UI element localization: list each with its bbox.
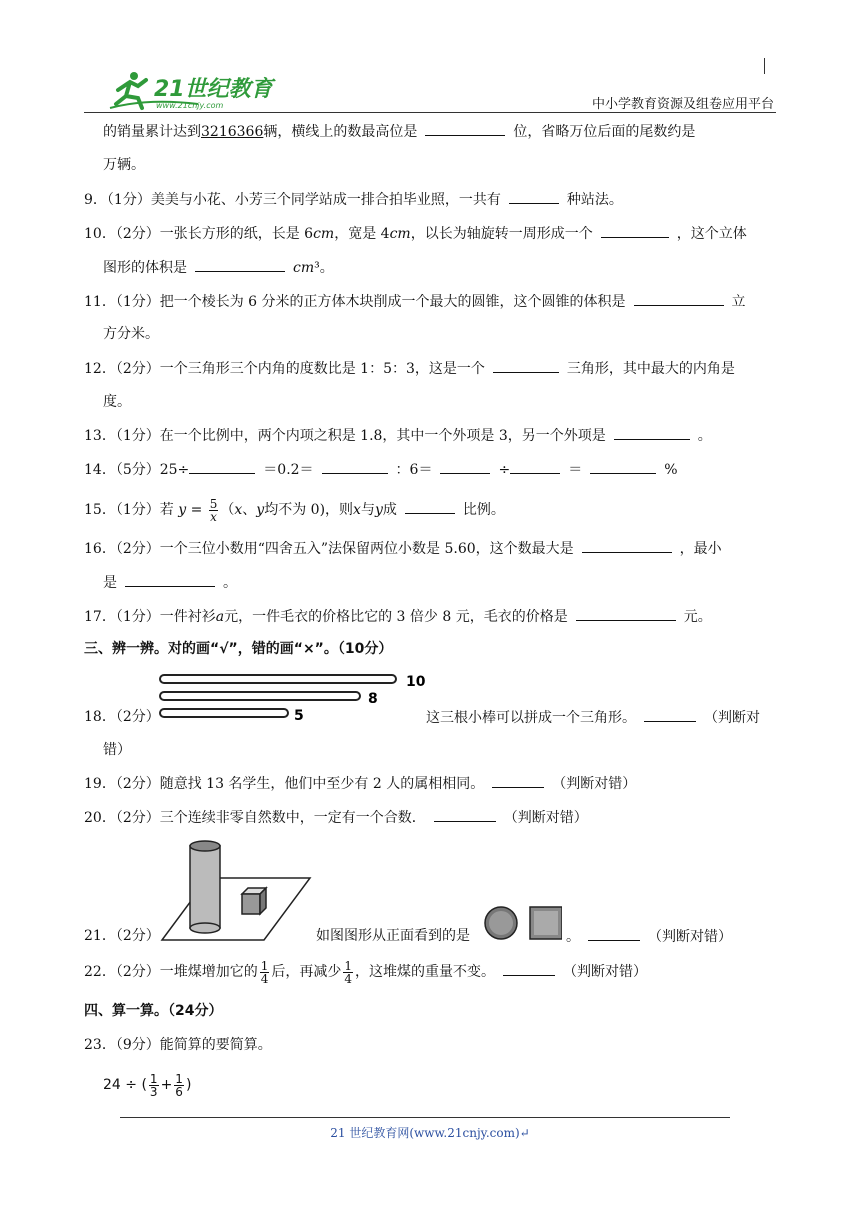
q9 [84, 189, 623, 210]
footer-rule [120, 1117, 730, 1118]
q15-text-g: 比例。 [462, 502, 505, 518]
q10-unit1: cm [313, 226, 335, 242]
q14-blank-4[interactable] [510, 459, 560, 474]
q13-blank[interactable] [614, 425, 690, 440]
circle-shape-inner [489, 911, 513, 935]
q8-line2 [103, 155, 145, 175]
q12-text-c: 度。 [103, 394, 131, 410]
section-3-title: 三、辨一辨。对的画“√”，错的画“×”。（10分） [84, 641, 393, 657]
q19-text: 19．（2分）随意找 13 名学生，他们中至少有 2 人的属相相同。 [84, 776, 485, 792]
q8-text-a: 的销量累计达到 [103, 124, 201, 140]
q19-text-b: （判断对错） [552, 776, 637, 792]
q20-blank[interactable] [434, 807, 496, 822]
q21-text-b: 如图图形从正面看到的是 [316, 928, 470, 944]
q15-text-c: 、 [242, 502, 257, 518]
q12-blank[interactable] [493, 358, 559, 373]
q20-text-b: （判断对错） [503, 810, 588, 826]
q21-label: 21．（2分） [84, 928, 160, 944]
q18-sticks-figure [158, 670, 428, 722]
q21-blank[interactable] [588, 926, 640, 941]
q21-tail [566, 926, 732, 947]
q15-text-b: （ [220, 502, 235, 518]
q16-text: 16．（2分）一个三位小数用“四舍五入”法保留两位小数是 5.60，这个数最大是 [84, 541, 574, 557]
q8-blank-1[interactable] [425, 121, 505, 136]
cylinder-top [190, 841, 220, 851]
q23-numerator-2: 1 [175, 1071, 183, 1086]
q22-denominator-1: 4 [260, 971, 269, 986]
q23-expr-b: ) [185, 1077, 192, 1093]
q8-line1 [103, 121, 695, 142]
q17-blank[interactable] [576, 606, 676, 621]
q23-plus: + [160, 1077, 173, 1093]
q10-unit2: cm [389, 226, 411, 242]
q10-text-c: ，以长为轴旋转一周形成一个 [410, 226, 593, 242]
q8-text-d: 万辆。 [103, 157, 145, 173]
q21-front-view-shapes [484, 904, 562, 942]
q23-fraction-2 [174, 1073, 184, 1098]
q14-text-d: ÷ [498, 462, 511, 478]
q23-fraction-1 [149, 1073, 159, 1098]
q10-line1 [84, 223, 747, 244]
square-shape-inner [534, 911, 558, 935]
q10-unit3: cm [293, 260, 315, 276]
stick-8-label: 8 [368, 691, 378, 707]
q14-blank-3[interactable] [440, 459, 490, 474]
q10-blank-1[interactable] [601, 223, 669, 238]
header-rule [84, 112, 776, 113]
stick-8 [160, 692, 360, 700]
q15-numerator: 5 [209, 496, 218, 511]
q15-fraction [209, 498, 219, 523]
q14 [84, 459, 678, 480]
q18-label: 18．（2分） [84, 709, 160, 725]
q9-text-b: 种站法。 [566, 192, 623, 208]
q22-text-a: 22．（2分）一堆煤增加它的 [84, 964, 258, 980]
q21-statement [316, 926, 470, 946]
q18-statement [426, 707, 760, 728]
q18-line2: 错） [103, 742, 131, 758]
stick-10-label: 10 [406, 674, 426, 690]
cylinder-body [190, 846, 220, 928]
q18-text-c: （判断对 [704, 710, 760, 726]
q12-line1 [84, 358, 735, 379]
logo [108, 68, 278, 112]
q20-text: 20．（2分）三个连续非零自然数中，一定有一个合数． [84, 810, 426, 826]
q9-text: 9．（1分）美美与小花、小芳三个同学站成一排合拍毕业照，一共有 [84, 192, 501, 208]
stick-5-label: 5 [294, 708, 304, 722]
q14-blank-5[interactable] [590, 459, 656, 474]
q16-text-c: 是 [103, 575, 117, 591]
q10-text-f: ³。 [314, 260, 334, 276]
q22-numerator-1: 1 [260, 958, 269, 973]
q8-text-c: 位，省略万位后面的尾数约是 [513, 124, 696, 140]
q17-text-b: 元，一件毛衣的价格比它的 3 倍少 8 元，毛衣的价格是 [224, 609, 568, 625]
q18-text-b: 这三根小棒可以拼成一个三角形。 [426, 710, 636, 726]
stick-5 [160, 709, 288, 717]
base-plane [162, 878, 310, 940]
platform-name: 中小学教育资源及组卷应用平台 [591, 97, 774, 112]
q9-blank[interactable] [509, 189, 559, 204]
header-tick [764, 58, 765, 74]
q17-text-a: 17．（1分）一件衬衫 [84, 609, 216, 625]
q12-line2 [103, 392, 131, 412]
q14-text-f: % [664, 462, 678, 478]
q21-text-c: 。 [566, 929, 580, 945]
q11-blank[interactable] [634, 291, 724, 306]
q14-text-b: ＝0.2＝ [263, 462, 314, 478]
q8-text-b: 辆，横线上的数最高位是 [263, 124, 418, 140]
q12-text: 12．（2分）一个三角形三个内角的度数比是 1：5：3，这是一个 [84, 361, 485, 377]
q10-blank-2[interactable] [195, 257, 285, 272]
q21-solids-figure [160, 838, 316, 946]
q23-denominator-1: 3 [149, 1084, 158, 1099]
q15-var-x: x [234, 502, 243, 518]
q15-eq: = [190, 502, 203, 518]
section-4-title: 四、算一算。（24分） [84, 1003, 223, 1019]
q13-text: 13．（1分）在一个比例中，两个内项之积是 1.8，其中一个外项是 3，另一个外项是 [84, 428, 606, 444]
q10-text-d: ，这个立体 [676, 226, 747, 242]
q15-var-x2: x [353, 502, 361, 518]
q16-blank-1[interactable] [582, 538, 672, 553]
q14-text-a: 14．（5分）25÷ [84, 462, 190, 478]
q23-expr-a: 24 ÷ ( [103, 1077, 147, 1093]
q11-line1 [84, 291, 746, 312]
q23-numerator-1: 1 [149, 1071, 158, 1086]
q16-line2 [103, 572, 237, 593]
q19-blank[interactable] [492, 773, 544, 788]
q21-text-d: （判断对错） [648, 929, 732, 945]
q10-text-a: 10．（2分）一张长方形的纸，长是 6 [84, 226, 314, 242]
logo-url: www.21cnjy.com [156, 101, 224, 110]
q18-blank[interactable] [644, 707, 696, 722]
q23: 23．（9分）能简算的要简算。 [84, 1037, 272, 1053]
q16-line1 [84, 538, 722, 559]
q15 [84, 497, 505, 523]
q22 [84, 957, 647, 987]
footer-text: 21 世纪教育网(www.21cnjy.com)↵ [330, 1126, 530, 1140]
q23-denominator-2: 6 [175, 1084, 183, 1099]
q11-text-c: 方分米。 [103, 326, 159, 342]
q15-blank[interactable] [405, 499, 455, 514]
stick-10 [160, 675, 396, 683]
q15-text-e: 与 [360, 502, 375, 518]
q15-text-d: 均不为 0)，则 [264, 502, 354, 518]
q19 [84, 773, 636, 794]
q22-text-b: 后，再减少 [271, 964, 342, 980]
q17-var-a: a [215, 609, 225, 625]
q15-denominator: x [210, 509, 217, 524]
q22-text-d: （判断对错） [563, 964, 648, 980]
q8-number: 3216366 [201, 124, 264, 140]
q10-line2 [103, 257, 334, 278]
q23-expression [103, 1070, 191, 1100]
q16-text-d: 。 [223, 575, 237, 591]
q20 [84, 807, 588, 828]
logo-text: 21世纪教育 [154, 77, 273, 102]
q14-blank-2[interactable] [322, 459, 388, 474]
q17 [84, 606, 712, 627]
q14-text-c: ：6＝ [395, 462, 433, 478]
q16-text-b: ，最小 [679, 541, 722, 557]
q14-text-e: ＝ [568, 462, 583, 478]
q14-blank-1[interactable] [189, 459, 255, 474]
q15-text-a: 15．（1分）若 [84, 502, 174, 518]
q22-denominator-2: 4 [344, 971, 353, 986]
q13 [84, 425, 712, 446]
q22-numerator-2: 1 [344, 958, 353, 973]
q22-blank[interactable] [503, 961, 555, 976]
q13-text-b: 。 [697, 428, 712, 444]
q15-var-y3: y [374, 502, 383, 518]
q15-var-y2: y [256, 502, 265, 518]
q11-text-b: 立 [731, 294, 746, 310]
cylinder-bottom [190, 923, 220, 933]
q22-fraction-1 [260, 960, 270, 985]
q12-text-b: 三角形，其中最大的内角是 [566, 361, 735, 377]
q11-line2 [103, 324, 159, 344]
q10-text-b: ，宽是 4 [334, 226, 390, 242]
q15-var-y: y [178, 502, 187, 518]
q10-text-e: 图形的体积是 [103, 260, 187, 276]
q16-blank-2[interactable] [125, 572, 215, 587]
q11-text: 11．（1分）把一个棱长为 6 分米的正方体木块削成一个最大的圆锥，这个圆锥的体积是 [84, 294, 626, 310]
cube-front [242, 894, 260, 914]
q22-text-c: ，这堆煤的重量不变。 [355, 964, 496, 980]
q22-fraction-2 [343, 960, 353, 985]
q17-text-c: 元。 [683, 609, 712, 625]
q15-text-f: 成 [382, 502, 397, 518]
